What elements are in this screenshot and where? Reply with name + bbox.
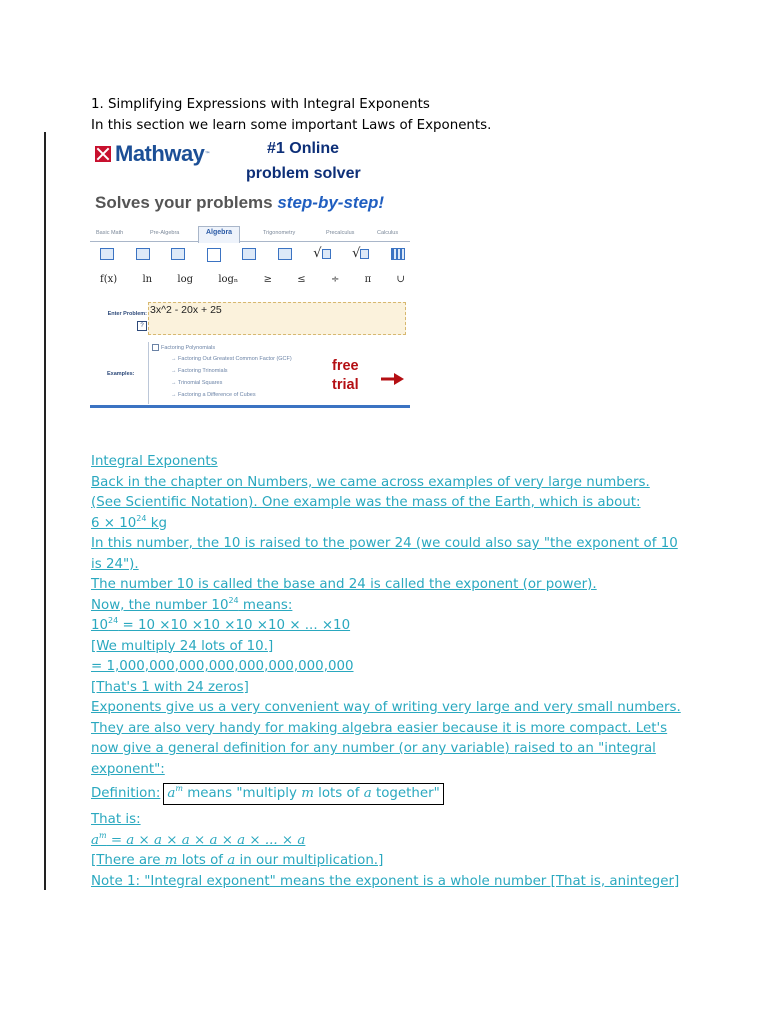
def-text: lots of	[313, 786, 364, 801]
greater-equal-button[interactable]: ≥	[263, 274, 272, 285]
formula-line[interactable]	[91, 831, 305, 852]
text-line[interactable]: (See Scientific Notation). One example was the mass of the Earth, which is about:	[91, 495, 641, 510]
free-trial-line1: free	[332, 358, 359, 374]
power-suffix: means:	[238, 597, 293, 613]
examples-category-label: Factoring Polynomials	[161, 344, 216, 351]
fraction-icon[interactable]	[207, 248, 221, 262]
subscript-icon[interactable]	[278, 248, 292, 260]
def-base: a	[167, 786, 176, 801]
tab-calculus[interactable]: Calculus	[377, 230, 399, 236]
symbol-palette-row1	[100, 248, 405, 262]
formula-base: a	[91, 832, 99, 848]
text-line[interactable]: [We multiply 24 lots of 10.]	[91, 638, 274, 654]
enter-problem-label: Enter Problem:	[107, 311, 147, 317]
collapse-icon	[152, 344, 159, 351]
tab-trigonometry[interactable]: Trigonometry	[263, 230, 296, 236]
section-intro: In this section we learn some important Laws of Exponents.	[91, 118, 492, 133]
expansion-exponent: 24	[108, 616, 119, 625]
text-line[interactable]: Note 1: "Integral exponent" means the exponent is a whole number [That is, aninteger]	[91, 873, 680, 889]
square-root-icon[interactable]: √	[313, 248, 330, 260]
example-link[interactable]: → Factoring a Difference of Cubes	[171, 392, 256, 398]
examples-label: Examples:	[107, 371, 135, 377]
definition-line[interactable]	[91, 783, 444, 805]
formula-rest: = a × a × a × a × a × ... × a	[106, 832, 306, 848]
subsection-title[interactable]: Integral Exponents	[91, 454, 218, 469]
tab-basic-math[interactable]: Basic Math	[96, 230, 124, 236]
pi-button[interactable]: π	[364, 274, 372, 285]
ln-button[interactable]: ln	[142, 274, 153, 285]
def-m: m	[301, 786, 314, 801]
problem-input[interactable]: 3x^2 - 20x + 25	[148, 302, 406, 335]
power-prefix: Now, the number 10	[91, 597, 229, 613]
expansion-line[interactable]	[91, 616, 350, 637]
definition-box	[163, 783, 443, 805]
ad-slogan-text: Solves your problems	[95, 193, 278, 212]
def-exponent: m	[175, 784, 183, 793]
text-line[interactable]: Exponents give us a very convenient way of writing very large and very small numbers.	[91, 700, 681, 715]
note-m: m	[164, 853, 178, 868]
margin-bar	[44, 132, 46, 890]
mass-exponent: 24	[136, 513, 147, 523]
function-button[interactable]: f(x)	[100, 274, 118, 285]
text-line[interactable]: [That's 1 with 24 zeros]	[91, 679, 249, 695]
ad-bottom-border	[90, 405, 410, 408]
less-equal-button[interactable]: ≤	[297, 274, 306, 285]
text-line[interactable]: They are also very handy for making algebra easier because it is more compact. Let's	[91, 720, 668, 736]
def-text: together"	[371, 786, 440, 801]
arrow-right-icon[interactable]	[380, 372, 406, 386]
union-button[interactable]: ∪	[396, 274, 405, 285]
free-trial-line2: trial	[332, 377, 359, 393]
note-a: a	[227, 853, 236, 868]
example-link[interactable]: → Trinomial Squares	[171, 380, 223, 386]
note-text: lots of	[177, 853, 228, 868]
section-heading: 1. Simplifying Expressions with Integral Exponents	[91, 97, 430, 112]
parentheses-icon[interactable]	[100, 248, 114, 260]
text-line[interactable]: is 24").	[91, 556, 139, 572]
text-line[interactable]: In this number, the 10 is raised to the power 24 (we could also say "the exponent of 10	[91, 536, 678, 551]
tab-precalculus[interactable]: Precalculus	[326, 230, 355, 236]
divide-button[interactable]: ÷	[330, 274, 340, 285]
def-text: means "multiply	[182, 786, 302, 801]
subject-tabs	[90, 227, 410, 242]
text-line[interactable]: That is:	[91, 812, 141, 827]
mass-unit: kg	[146, 515, 167, 531]
log-base-button[interactable]: logₙ	[218, 274, 239, 285]
mathway-logo-text: Mathway	[115, 141, 205, 166]
log-button[interactable]: log	[177, 274, 194, 285]
example-link[interactable]: → Factoring Trinomials	[171, 368, 228, 374]
definition-label: Definition:	[91, 786, 161, 801]
mass-of-earth[interactable]	[91, 514, 167, 535]
absolute-value-icon[interactable]	[171, 248, 185, 260]
ad-tagline-line1: #1 Online	[267, 140, 340, 157]
examples-category[interactable]	[152, 344, 215, 351]
tab-algebra[interactable]: Algebra	[198, 226, 240, 243]
free-trial-button[interactable]	[332, 357, 359, 395]
ad-slogan	[95, 193, 384, 213]
help-icon[interactable]: ?	[137, 321, 147, 331]
tab-pre-algebra[interactable]: Pre-Algebra	[150, 230, 180, 236]
brackets-icon[interactable]	[136, 248, 150, 260]
ad-slogan-emphasis: step-by-step!	[277, 193, 385, 212]
text-line[interactable]: The number 10 is called the base and 24 is called the exponent (or power).	[91, 577, 597, 592]
multiplication-note[interactable]	[91, 851, 383, 872]
power-sentence[interactable]	[91, 596, 292, 617]
formula-exponent: m	[98, 830, 107, 840]
mass-base: 6 × 10	[91, 515, 137, 531]
def-a: a	[363, 786, 372, 801]
text-line[interactable]: exponent":	[91, 761, 165, 777]
examples-list	[148, 342, 407, 404]
nth-root-icon[interactable]: √	[352, 248, 369, 260]
text-line[interactable]: now give a general definition for any number (or any variable) raised to an "integral	[91, 741, 656, 756]
example-link[interactable]: → Factoring Out Greatest Common Factor (GCF)	[171, 356, 292, 362]
text-line[interactable]: Back in the chapter on Numbers, we came across examples of very large numbers.	[91, 474, 650, 490]
text-line[interactable]: = 1,000,000,000,000,000,000,000,000	[91, 659, 354, 674]
note-text: in our multiplication.]	[235, 853, 384, 868]
mathway-ad[interactable]	[90, 137, 410, 409]
ad-tagline-line2: problem solver	[246, 165, 361, 182]
expansion-rest: = 10 ×10 ×10 ×10 ×10 × ... ×10	[118, 618, 351, 633]
mathway-logo-icon	[95, 146, 111, 162]
exponent-icon[interactable]	[242, 248, 256, 260]
mathway-logo	[95, 141, 210, 167]
expansion-base: 10	[91, 618, 109, 633]
symbol-palette-row2	[100, 274, 405, 285]
trademark-mark: ™	[204, 150, 211, 158]
note-text: [There are	[91, 853, 165, 868]
matrix-icon[interactable]	[391, 248, 405, 260]
power-exponent: 24	[228, 595, 239, 605]
